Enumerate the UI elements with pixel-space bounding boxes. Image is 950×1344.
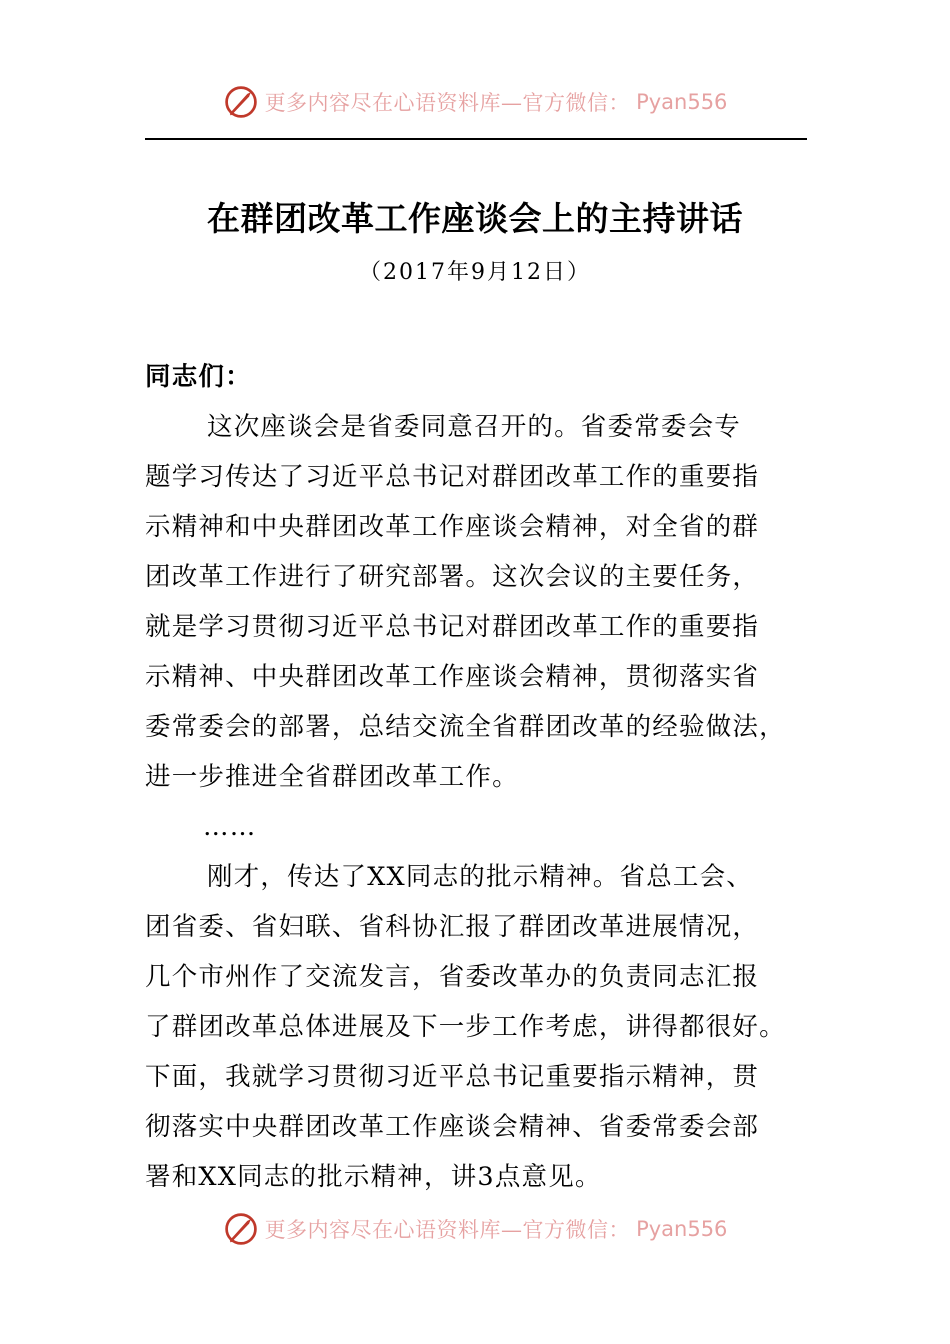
footer-wechat-id: Pyan556 bbox=[636, 1217, 728, 1241]
paragraph-line: 彻落实中央群团改革工作座谈会精神、省委常委会部 bbox=[145, 1112, 760, 1142]
paragraph-line: 团改革工作进行了研究部署。这次会议的主要任务， bbox=[145, 562, 760, 592]
paragraph-line: 就是学习贯彻习近平总书记对群团改革工作的重要指 bbox=[145, 612, 760, 642]
header-watermark bbox=[0, 82, 950, 122]
greeting: 同志们： bbox=[145, 362, 252, 392]
document-date: （2017年9月12日） bbox=[359, 260, 591, 285]
document-body bbox=[145, 352, 815, 1202]
header-text: 更多内容尽在心语资料库—官方微信： bbox=[264, 91, 631, 115]
ellipsis: …… bbox=[203, 812, 257, 842]
header-wechat-id: Pyan556 bbox=[636, 90, 728, 114]
paragraph-line: 示精神、中央群团改革工作座谈会精神，贯彻落实省 bbox=[145, 662, 760, 692]
paragraph-line: 示精神和中央群团改革工作座谈会精神，对全省的群 bbox=[145, 512, 760, 542]
paragraph-line: 署和XX同志的批示精神，讲3点意见。 bbox=[145, 1162, 602, 1192]
paragraph-line: 题学习传达了习近平总书记对群团改革工作的重要指 bbox=[145, 462, 760, 492]
paragraph-line: 委常委会的部署，总结交流全省群团改革的经验做法， bbox=[145, 712, 786, 742]
quill-pen-icon bbox=[223, 1211, 259, 1247]
footer-watermark bbox=[0, 1209, 950, 1249]
quill-pen-icon bbox=[223, 84, 259, 120]
footer-brand bbox=[223, 1211, 728, 1247]
page-title: 在群团改革工作座谈会上的主持讲话 bbox=[207, 199, 743, 238]
header-brand bbox=[223, 84, 728, 120]
paragraph-line: 团省委、省妇联、省科协汇报了群团改革进展情况， bbox=[145, 912, 760, 942]
header-rule bbox=[145, 138, 807, 140]
paragraph-line: 了群团改革总体进展及下一步工作考虑，讲得都很好。 bbox=[145, 1012, 786, 1042]
paragraph-line: 进一步推进全省群团改革工作。 bbox=[145, 762, 519, 792]
paragraph-line: 下面，我就学习贯彻习近平总书记重要指示精神，贯 bbox=[145, 1062, 760, 1092]
paragraph-line: 刚才，传达了XX同志的批示精神。省总工会、 bbox=[207, 862, 754, 892]
paragraph-line: 这次座谈会是省委同意召开的。省委常委会专 bbox=[207, 412, 742, 442]
footer-text: 更多内容尽在心语资料库—官方微信： bbox=[264, 1218, 631, 1242]
paragraph-line: 几个市州作了交流发言，省委改革办的负责同志汇报 bbox=[145, 962, 760, 992]
